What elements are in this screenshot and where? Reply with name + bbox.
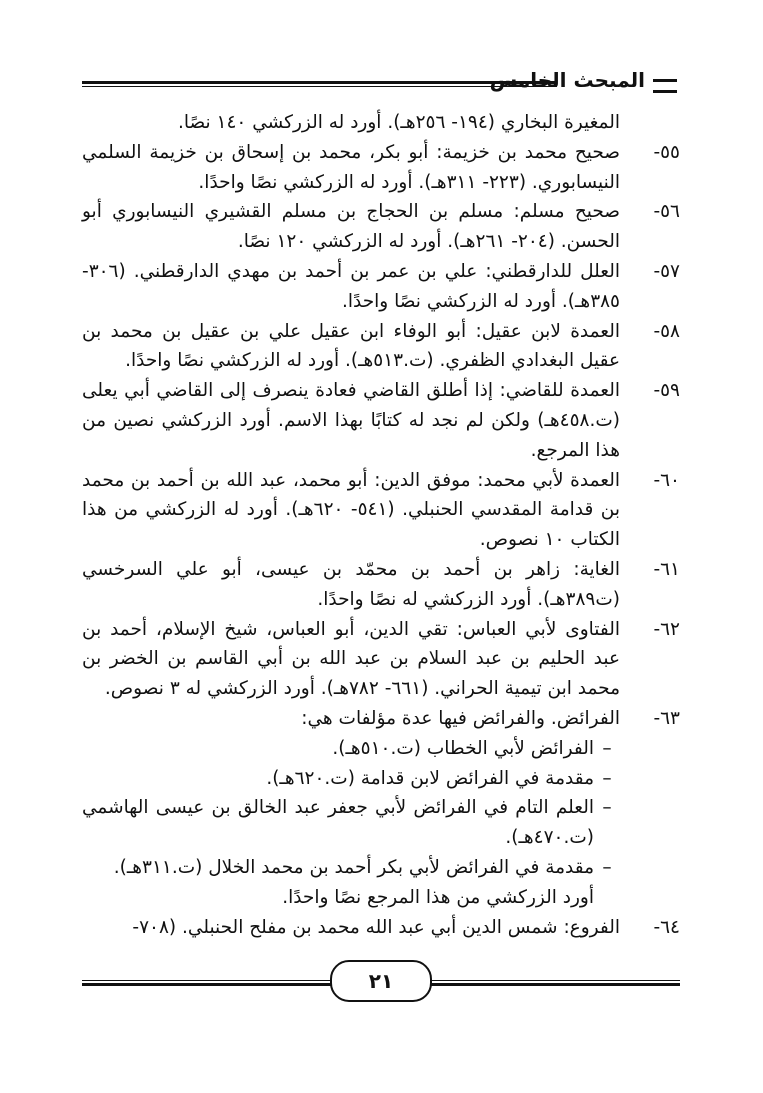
list-item-text: العلم التام في الفرائض لأبي جعفر عبد الخالق بن عيسى الهاشمي (ت.٤٧٠هـ). [82, 797, 594, 849]
entry-number: ٦٤- [653, 916, 680, 938]
list-item-text: مقدمة في الفرائض لأبي بكر أحمد بن محمد الخلال (ت.٣١١هـ). [113, 856, 594, 878]
entry-text: صحيح مسلم: مسلم بن الحجاج بن مسلم القشيري النيسابوري أبو الحسن. (٢٠٤- ٢٦١هـ). أورد له الزركشي ١٢٠ نصًا. [82, 201, 620, 253]
entry-64 [82, 913, 680, 943]
entry-text: الفرائض. والفرائض فيها عدة مؤلفات هي: [301, 707, 620, 729]
list-dash: – [602, 737, 612, 759]
list-item-text: الفرائض لأبي الخطاب (ت.٥١٠هـ). [332, 737, 594, 759]
entry-text: صحيح محمد بن خزيمة: أبو بكر، محمد بن إسحاق بن خزيمة السلمي النيسابوري. (٢٢٣- ٣١١هـ). أورد له الزركشي نصًا واحدًا. [82, 141, 620, 193]
entry-61 [82, 555, 680, 615]
faraid-book-list [82, 734, 620, 883]
entry-number: ٦٠- [653, 469, 680, 491]
list-item [82, 793, 620, 853]
list-dash: – [602, 767, 612, 789]
entry-text: الغاية: زاهر بن أحمد بن محمّد بن عيسى، أبو علي السرخسي (ت٣٨٩هـ). أورد الزركشي له نصًا واحدًا. [82, 558, 620, 610]
page-header [82, 68, 677, 102]
entry-number: ٥٩- [653, 380, 680, 402]
entry-number: ٥٥- [653, 141, 680, 163]
list-item [82, 734, 620, 764]
entry-57 [82, 257, 680, 317]
header-mark [653, 79, 677, 93]
entry-58 [82, 317, 680, 377]
entry-text: الفتاوى لأبي العباس: تقي الدين، أبو العباس، شيخ الإسلام، أحمد بن عبد الحليم بن عبد السلام بن عبد الله بن أبي القاسم بن الخضر بن محمد ابن تيمية الحراني. (٦٦١- ٧٨٢هـ). أورد الزركشي له ٣ نصوص. [82, 618, 620, 700]
entry-55 [82, 138, 680, 198]
entry-text: العمدة لابن عقيل: أبو الوفاء ابن عقيل علي بن عقيل بن محمد بن عقيل البغدادي الظفري. (ت.٥١٣هـ). أورد له الزركشي نصًا واحدًا. [82, 320, 620, 372]
list-item [82, 853, 620, 883]
entry-62 [82, 615, 680, 704]
entry-63 [82, 704, 680, 913]
entry-text: العلل للدارقطني: علي بن عمر بن أحمد بن مهدي الدارقطني. (٣٠٦- ٣٨٥هـ). أورد له الزركشي نصًا واحدًا. [82, 260, 620, 312]
list-item-text: مقدمة في الفرائض لابن قدامة (ت.٦٢٠هـ). [266, 767, 594, 789]
entry-number: ٦٣- [653, 707, 680, 729]
list-dash: – [602, 856, 612, 878]
entry-text: العمدة لأبي محمد: موفق الدين: أبو محمد، عبد الله بن أحمد بن محمد بن قدامة المقدسي الحنبلي. (٥٤١- ٦٢٠هـ). أورد له الزركشي من هذا الكتاب ١٠ نصوص. [82, 469, 620, 551]
entry-number: ٥٨- [653, 320, 680, 342]
entry-number: ٦١- [653, 558, 680, 580]
entry-59 [82, 376, 680, 465]
entry-number: ٦٢- [653, 618, 680, 640]
page-footer [82, 958, 680, 998]
list-dash: – [602, 797, 612, 819]
entry-text: العمدة للقاضي: إذا أطلق القاضي فعادة ينصرف إلى القاضي أبي يعلى (ت.٤٥٨هـ) ولكن لم نجد له كتابًا بهذا الاسم. أورد الزركشي نصين من هذا المرجع. [82, 380, 620, 461]
entry-text: الفروع: شمس الدين أبي عبد الله محمد بن مفلح الحنبلي. (٧٠٨- [132, 916, 620, 938]
entry-60 [82, 466, 680, 555]
entry-body [82, 704, 620, 913]
chapter-title: المبحث الخامس [489, 68, 645, 92]
entry-56 [82, 197, 680, 257]
entry-number: ٥٧- [653, 260, 680, 282]
list-item [82, 764, 620, 794]
page-number: ٢١ [330, 960, 432, 1002]
entry-number: ٥٦- [653, 201, 680, 223]
page-content [82, 108, 680, 942]
faraid-note: أورد الزركشي من هذا المرجع نصًا واحدًا. [282, 886, 594, 908]
continuation-text: المغيرة البخاري (١٩٤- ٢٥٦هـ). أورد له الزركشي ١٤٠ نصًا. [177, 112, 620, 133]
header-rule [82, 81, 557, 87]
